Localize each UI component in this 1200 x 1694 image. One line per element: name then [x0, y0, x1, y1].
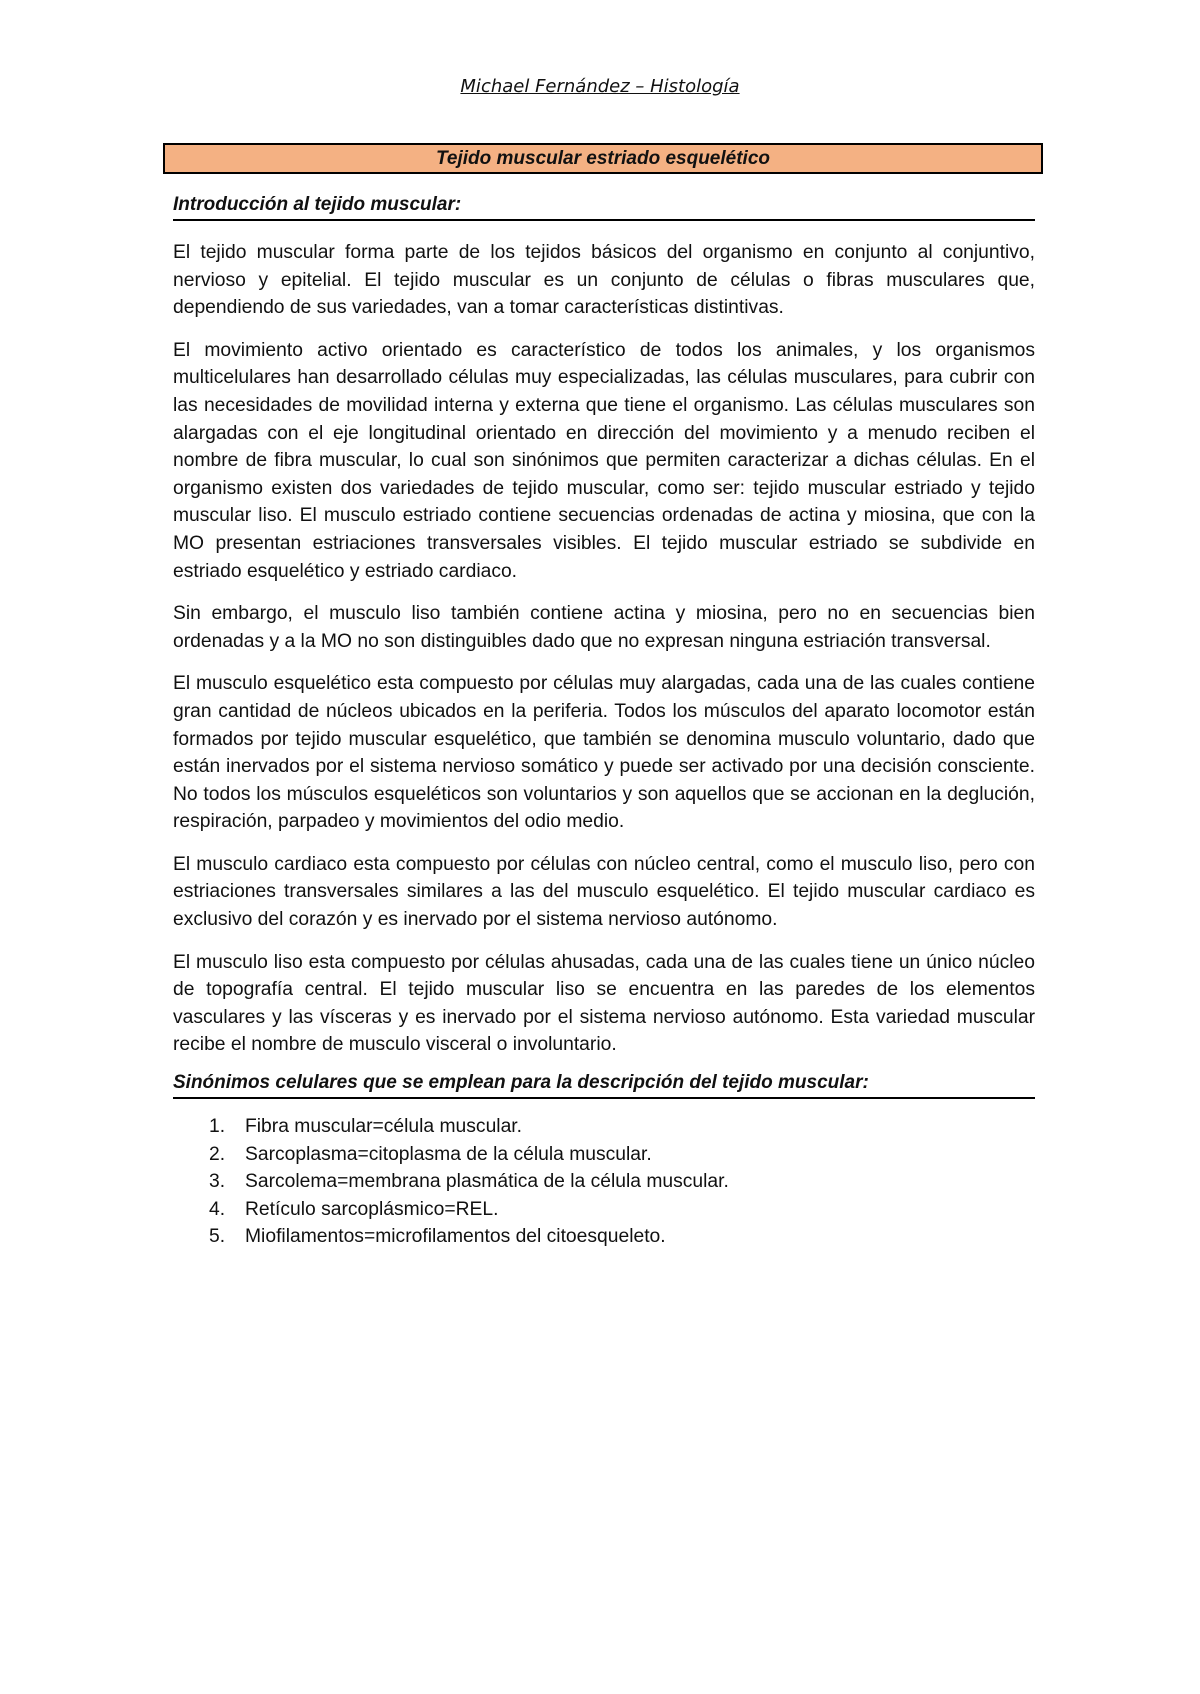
document-header: Michael Fernández – Histología — [460, 76, 740, 97]
paragraph-5: El musculo cardiaco esta compuesto por células con núcleo central, como el musculo liso, pero con estriaciones transversales similares a las del musculo esquelético. El tejido muscular cardiaco es exclusivo del corazón y es inervado por el sistema nervioso autónomo. — [173, 853, 1035, 931]
list-item-text: Fibra muscular=célula muscular. — [245, 1116, 523, 1138]
list-item-text: Miofilamentos=microfilamentos del citoesqueleto. — [245, 1226, 666, 1248]
list-item — [173, 1141, 1035, 1169]
list-item-text: Sarcolema=membrana plasmática de la célula muscular. — [245, 1171, 729, 1193]
list-item-number: 4. — [209, 1198, 226, 1220]
paragraph-2: El movimiento activo orientado es característico de todos los animales, y los organismos multicelulares han desarrollado células muy especializadas, las células musculares, para cubrir con las necesidades de movilidad interna y externa que tiene el organismo. Las células musculares son alargadas con el eje longitudinal orientado en dirección del movimiento y a menudo reciben el nombre de fibra muscular, lo cual son sinónimos que permiten caracterizar a dichas células. En el organismo existen dos variedades de tejido muscular, como ser: tejido muscular estriado y tejido muscular liso. El musculo estriado contiene secuencias ordenadas de actina y miosina, que con la MO presentan estriaciones transversales visibles. El tejido muscular estriado se subdivide en estriado esquelético y estriado cardiaco. — [173, 339, 1035, 582]
paragraph-1: El tejido muscular forma parte de los tejidos básicos del organismo en conjunto al conjuntivo, nervioso y epitelial. El tejido muscular es un conjunto de células o fibras musculares que, dependiendo de sus variedades, van a tomar características distintivas. — [173, 242, 1035, 319]
list-item — [173, 1196, 1035, 1224]
paragraph-3: Sin embargo, el musculo liso también contiene actina y miosina, pero no en secuencias bien ordenadas y a la MO no son distinguibles dado que no expresan ninguna estriación transversal. — [173, 603, 1035, 652]
list-item-text: Retículo sarcoplásmico=REL. — [245, 1198, 499, 1220]
intro-heading: Introducción al tejido muscular: — [173, 194, 1035, 221]
list-item-number: 3. — [209, 1171, 226, 1193]
synonyms-heading: Sinónimos celulares que se emplean para la descripción del tejido muscular: — [173, 1072, 1035, 1099]
document-title-box — [163, 143, 1043, 174]
document-body — [173, 194, 1035, 1251]
list-item-number: 5. — [209, 1226, 226, 1248]
paragraph-6: El musculo liso esta compuesto por células ahusadas, cada una de las cuales tiene un único núcleo de topografía central. El tejido muscular liso se encuentra en las paredes de los elementos vasculares y las vísceras y es inervado por el sistema nervioso autónomo. Esta variedad muscular recibe el nombre de musculo visceral o involuntario. — [173, 951, 1035, 1056]
list-item-number: 1. — [209, 1116, 226, 1138]
list-item — [173, 1168, 1035, 1196]
list-item — [173, 1113, 1035, 1141]
list-item-text: Sarcoplasma=citoplasma de la célula muscular. — [245, 1143, 652, 1165]
list-item-number: 2. — [209, 1143, 226, 1165]
document-title: Tejido muscular estriado esquelético — [435, 147, 770, 169]
list-item — [173, 1223, 1035, 1251]
paragraph-4: El musculo esquelético esta compuesto por células muy alargadas, cada una de las cuales contiene gran cantidad de núcleos ubicados en la periferia. Todos los músculos del aparato locomotor están formados por tejido muscular esquelético, que también se denomina musculo voluntario, dado que están inervados por el sistema nervioso somático y puede ser activado por una decisión consciente. No todos los músculos esqueléticos son voluntarios y son aquellos que se accionan en la deglución, respiración, parpadeo y movimientos del odio medio. — [173, 673, 1035, 833]
synonyms-list — [173, 1113, 1035, 1251]
